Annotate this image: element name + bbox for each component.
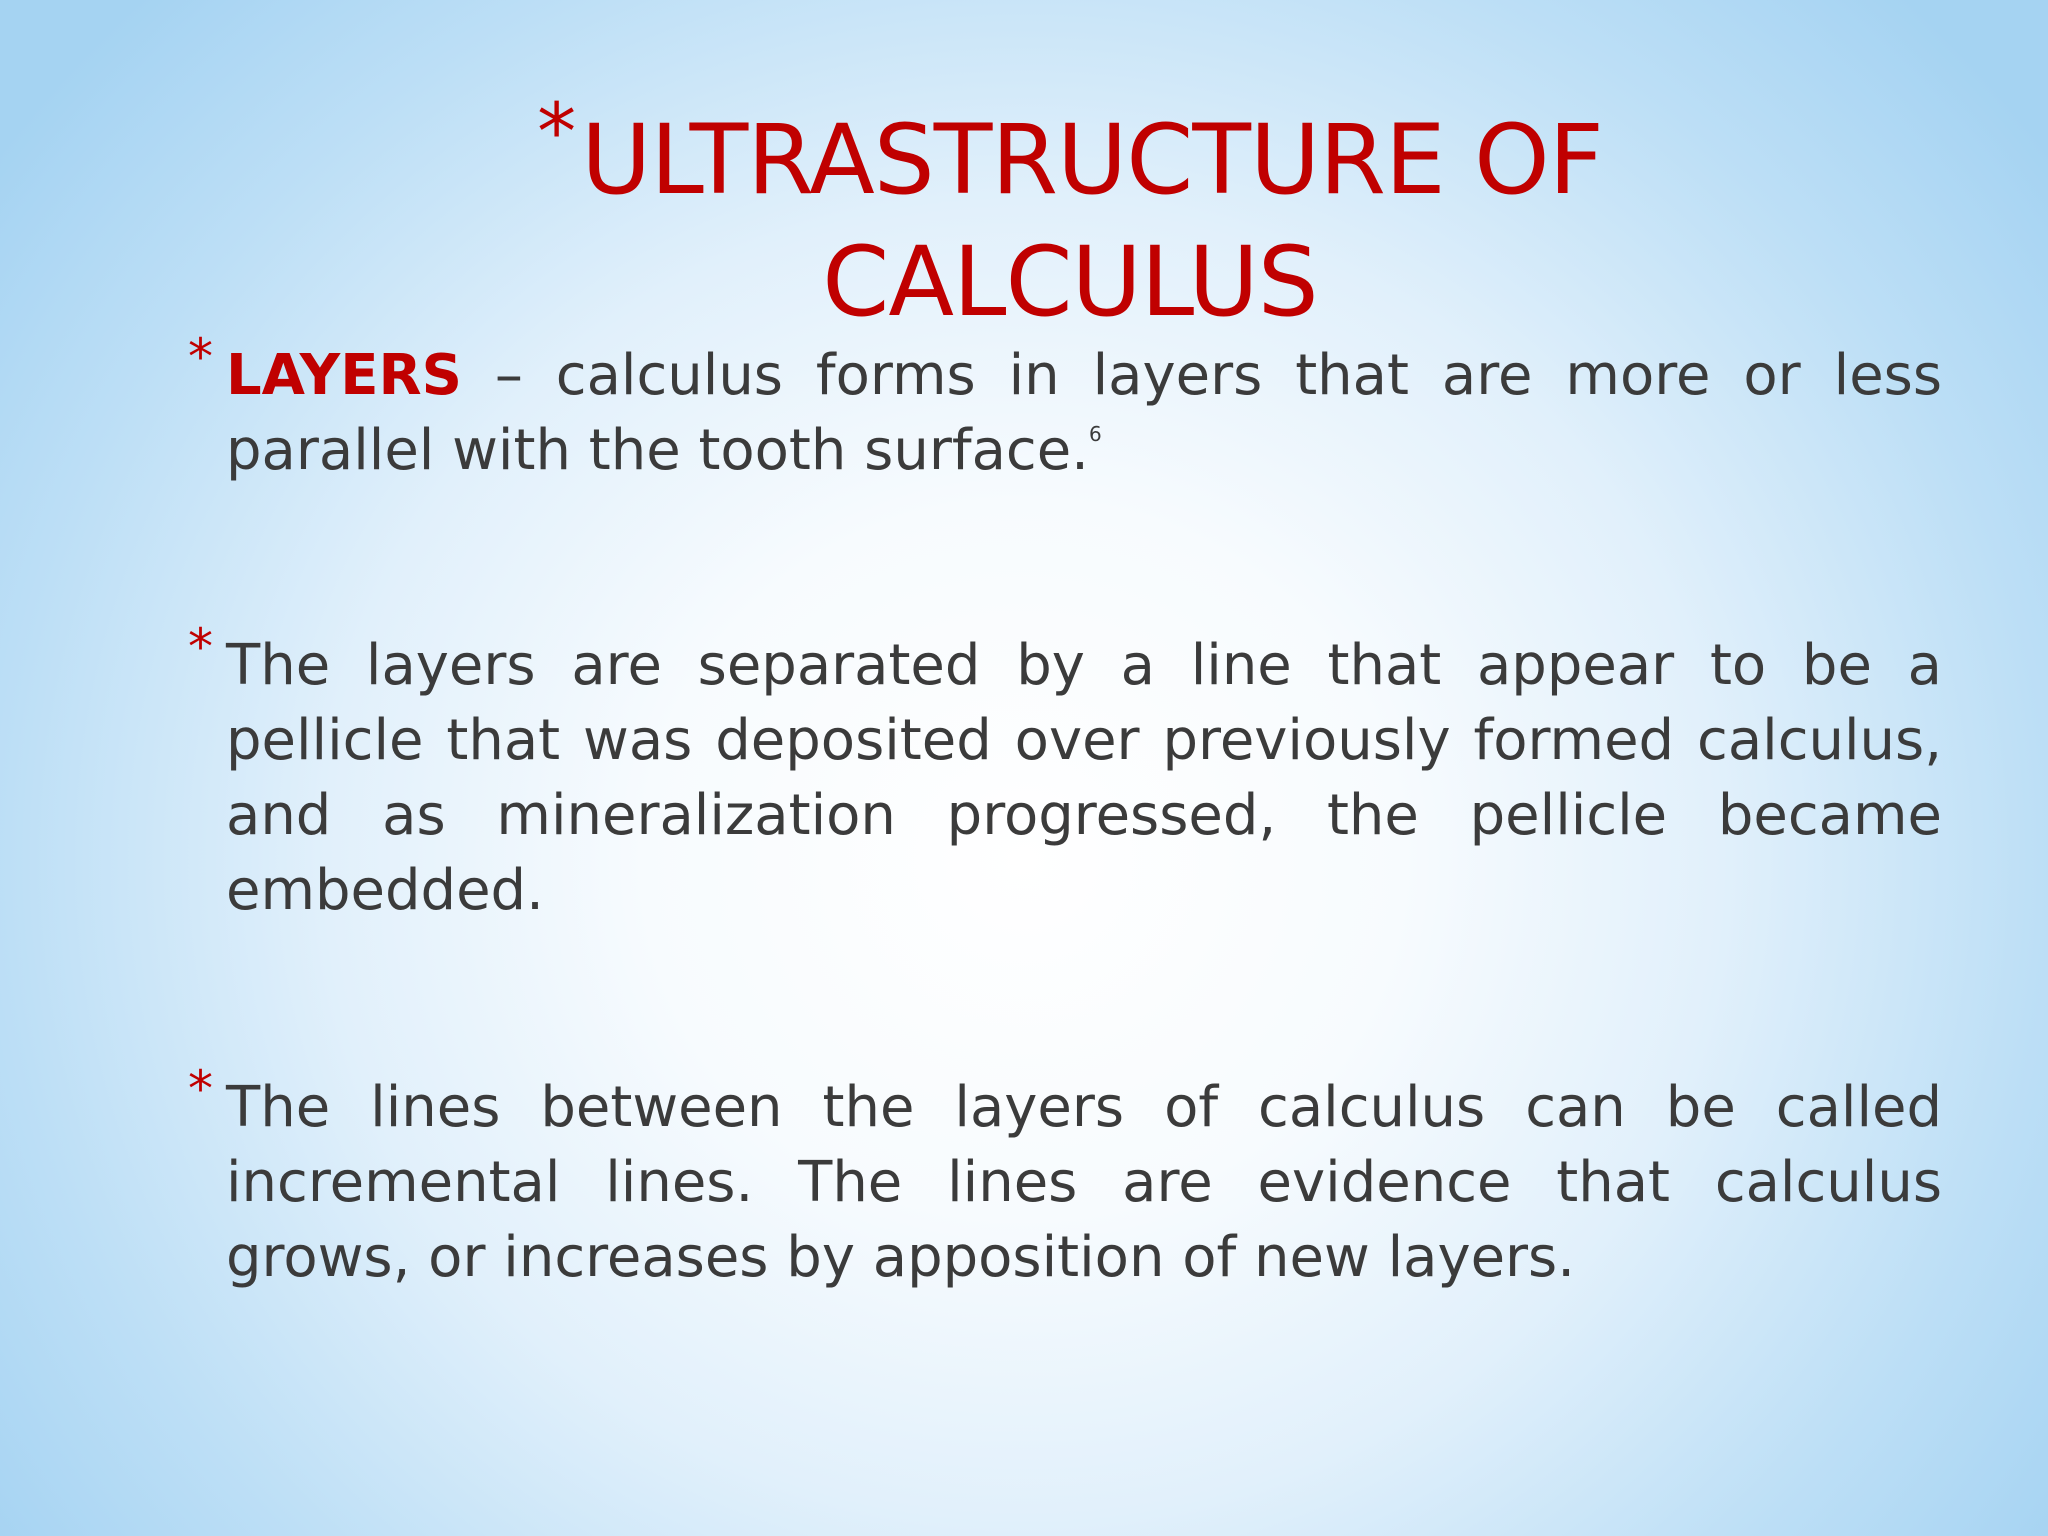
bullet-marker: * [188,1060,213,1118]
title-bullet-marker: * [537,88,576,178]
bullet-separation [188,618,1942,928]
bullet-marker: * [188,328,213,386]
bullet-marker: * [188,618,213,676]
title-line-1: ULTRASTRUCTURE OF [581,104,1603,216]
title-line-2: CALCULUS [822,226,1318,338]
slide-title [460,72,1680,343]
bullet-text: – calculus forms in layers that are more or less parallel with the tooth surface. [226,343,1942,483]
bullet-incremental-lines [188,1060,1942,1295]
citation-superscript: 6 [1088,422,1102,446]
bullet-text: The layers are separated by a line that appear to be a pellicle that was deposited over previously formed calculus, and as mineralization progressed, the pellicle became embedded. [226,633,1942,923]
bullet-text: The lines between the layers of calculus can be called incremental lines. The lines are evidence that calculus grows, or increases by apposition of new layers. [226,1075,1942,1290]
bullet-term: LAYERS [226,343,462,408]
bullet-layers [188,328,1942,488]
